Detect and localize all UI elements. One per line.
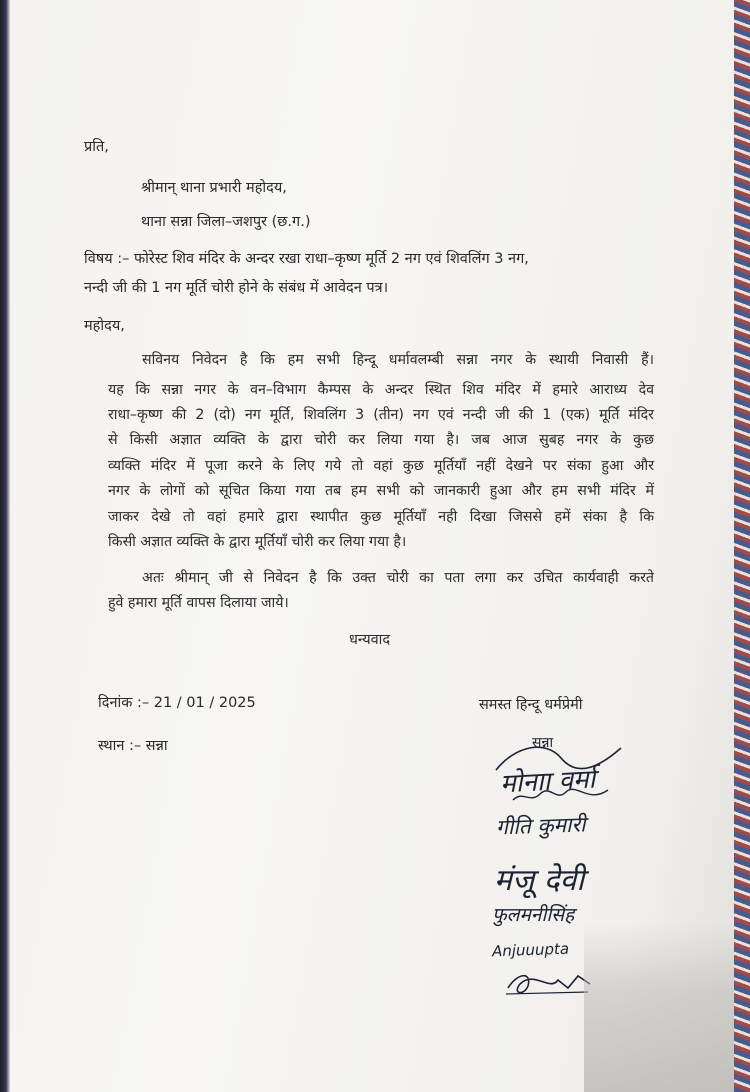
signature-1: मोनाा वर्मा bbox=[499, 764, 597, 800]
closing-thanks: धन्यवाद bbox=[349, 632, 391, 648]
paragraph-line: यह कि सन्ना नगर के वन–विभाग कैम्पस के अन्दर स्थित शिव मंदिर में हमारे आराध्य देव bbox=[108, 382, 654, 398]
scribble-2 bbox=[508, 782, 618, 808]
subject-line-2: नन्दी जी की 1 नग मूर्ति चोरी होने के संबंध में आवेदन पत्र। bbox=[84, 280, 389, 296]
addressee-line-2: थाना सन्ना जिला–जशपुर (छ.ग.) bbox=[141, 214, 311, 230]
signature-5: Anjuuupta bbox=[491, 939, 570, 961]
date-line: दिनांक :– 21 / 01 / 2025 bbox=[98, 695, 256, 711]
place-line: स्थान :– सन्ना bbox=[98, 738, 168, 754]
paragraph-line: नगर के लोगों को सूचित किया गया तब हम सभी को जानकारी हुआ और हम सभी मंदिर में bbox=[108, 483, 654, 499]
background-edge-left bbox=[0, 0, 10, 1092]
letter-page bbox=[10, 0, 734, 1092]
signature-3: मंजू देवी bbox=[494, 863, 585, 898]
signature-1-flourish bbox=[486, 740, 626, 780]
paragraph-line: किसी अज्ञात व्यक्ति के द्वारा मूर्तियॉं चोरी कर लिया गया है। bbox=[108, 534, 407, 550]
signature-6-scribble bbox=[498, 966, 598, 1000]
subject-line-1: विषय :– फोरेस्ट शिव मंदिर के अन्दर रखा राधा–कृष्ण मूर्ति 2 नग एवं शिवलिंग 3 नग, bbox=[84, 251, 529, 267]
paragraph-line: हुवे हमारा मूर्ति वापस दिलाया जाये। bbox=[108, 595, 289, 611]
signature-4: फुलमनीसिंह bbox=[492, 904, 575, 926]
paragraph-line: राधा–कृष्ण की 2 (दो) नग मूर्ति, शिवलिंग 3 (तीन) नग एवं नन्दी जी की 1 (एक) मूर्ति मंदिर bbox=[108, 407, 654, 423]
salutation-to: प्रति, bbox=[84, 139, 109, 155]
sender-place-handwritten: सन्ना bbox=[532, 735, 554, 751]
background-fabric-right bbox=[734, 0, 750, 1092]
paper-shadow bbox=[584, 922, 734, 1092]
paragraph-line: व्यक्ति मंदिर में पूजा करने के लिए गये तो वहां कुछ मूर्तियॉं नहीं देखने पर संका हुआ और bbox=[108, 458, 654, 474]
greeting: महोदय, bbox=[84, 318, 125, 334]
paragraph-line: अतः श्रीमान् जी से निवेदन है कि उक्त चोरी का पता लगा कर उचित कार्यवाही करते bbox=[142, 570, 654, 586]
signature-2: गीति कुमारी bbox=[495, 812, 586, 840]
addressee-line-1: श्रीमान् थाना प्रभारी महोदय, bbox=[141, 180, 287, 196]
paragraph-line: से किसी अज्ञात व्यक्ति के द्वारा चोरी कर लिया गया है। जब आज सुबह नगर के कुछ bbox=[108, 432, 654, 448]
sender-line: समस्त हिन्दू धर्मप्रेमी bbox=[479, 697, 583, 713]
paragraph-line: जाकर देखे तो वहां हमारे द्वारा स्थापीत कुछ मूर्तियॉं नही दिखा जिससे हमें संका है कि bbox=[108, 509, 654, 525]
paragraph-line: सविनय निवेदन है कि हम सभी हिन्दू धर्मावलम्बी सन्ना नगर के स्थायी निवासी हैं। bbox=[142, 352, 654, 368]
